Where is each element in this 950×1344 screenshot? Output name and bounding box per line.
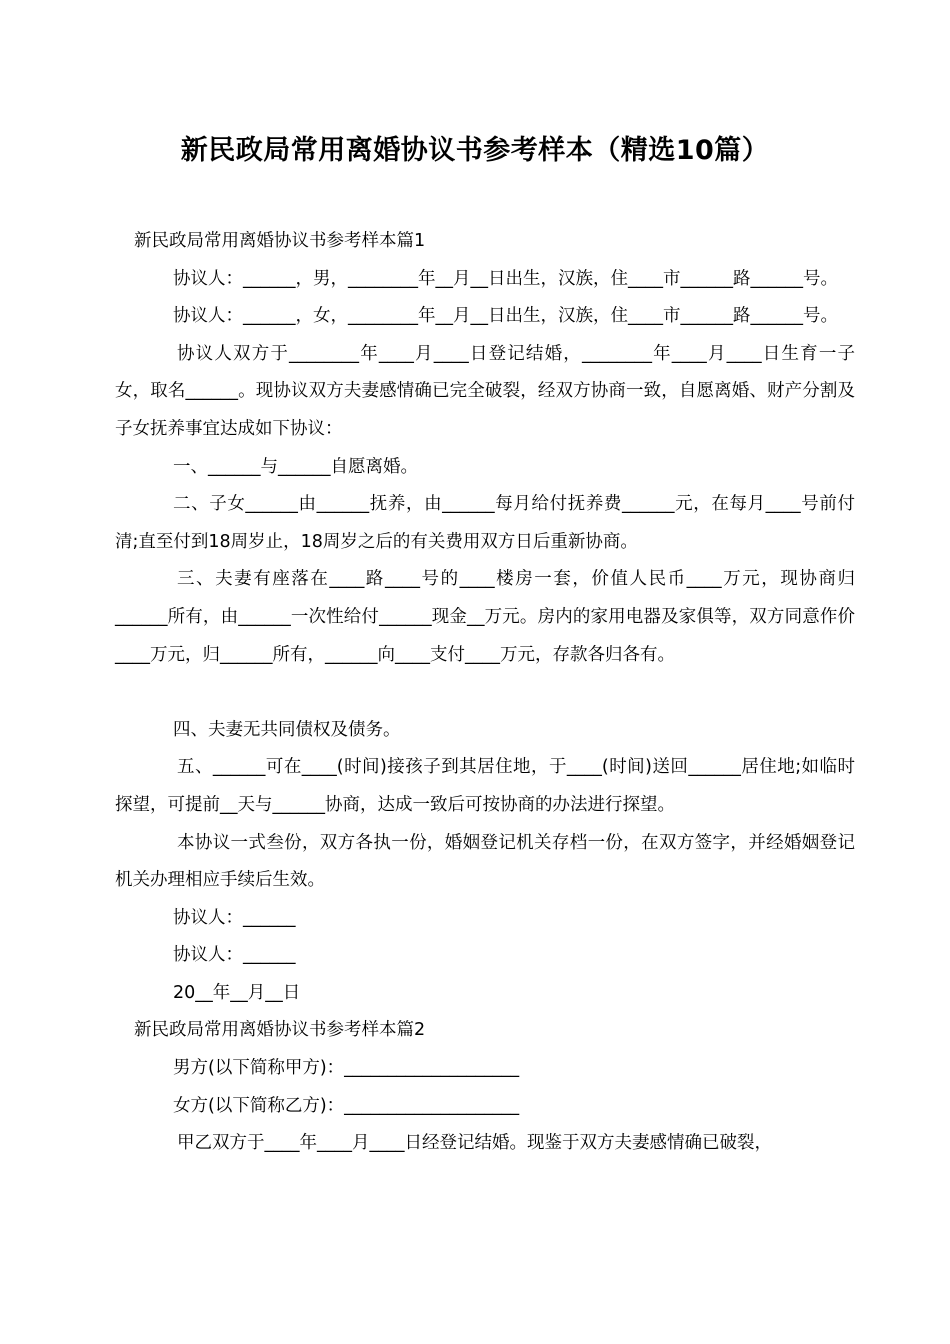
clause-5-visitation: 五、______可在____(时间)接孩子到其居住地，于____(时间)送回______居住地;如临时探望，可提前__天与______协商，达成一致后可按协商的办法进行探望。 — [115, 757, 855, 815]
signature-line-2: 协议人：______ — [173, 945, 296, 966]
clause-4-debts: 四、夫妻无共同债权及债务。 — [173, 719, 401, 740]
document-title: 新民政局常用离婚协议书参考样本（精选10篇） — [180, 135, 770, 166]
clause-2-child-custody: 二、子女______由______抚养，由______每月给付抚养费______元，在每月____号前付清;直至付到18周岁止，18周岁之后的有关费用双方日后重新协商。 — [115, 494, 855, 552]
section-2-heading: 新民政局常用离婚协议书参考样本篇2 — [134, 1020, 426, 1041]
document-body — [115, 223, 855, 1163]
party-b-line: 女方(以下简称乙方)：____________________ — [173, 1095, 520, 1116]
signature-date: 20__年__月__日 — [173, 982, 301, 1003]
copies-paragraph: 本协议一式叁份，双方各执一份，婚姻登记机关存档一份，在双方签字，并经婚姻登记机关办理相应手续后生效。 — [115, 832, 855, 891]
section-2-intro: 甲乙双方于____年____月____日经登记结婚。现鉴于双方夫妻感情确已破裂， — [177, 1133, 772, 1154]
party-a-line: 男方(以下简称甲方)：____________________ — [173, 1058, 520, 1079]
party-female-paragraph: 协议人：______，女，________年__月__日出生，汉族，住____市______路______号。 — [173, 306, 838, 327]
clause-3-property: 三、夫妻有座落在____路____号的____楼房一套，价值人民币____万元，现协商归______所有，由______一次性给付______现金__万元。房内的家用电器及家俱等，双方同意作价____万元，归______所有，______向____支付____万元，存款各归各有。 — [115, 569, 855, 665]
paragraph-spacer — [115, 674, 855, 712]
clause-1-divorce: 一、______与______自愿离婚。 — [173, 456, 418, 477]
section-1-heading: 新民政局常用离婚协议书参考样本篇1 — [134, 231, 426, 251]
party-male-paragraph: 协议人：______，男，________年__月__日出生，汉族，住____市______路______号。 — [173, 268, 838, 289]
marriage-intro-paragraph: 协议人双方于________年____月____日登记结婚，________年____月____日生育一子女，取名______。现协议双方夫妻感情确已完全破裂，经双方协商一致，自愿离婚、财产分割及子女抚养事宜达成如下协议： — [115, 343, 855, 439]
signature-line-1: 协议人：______ — [173, 907, 296, 928]
